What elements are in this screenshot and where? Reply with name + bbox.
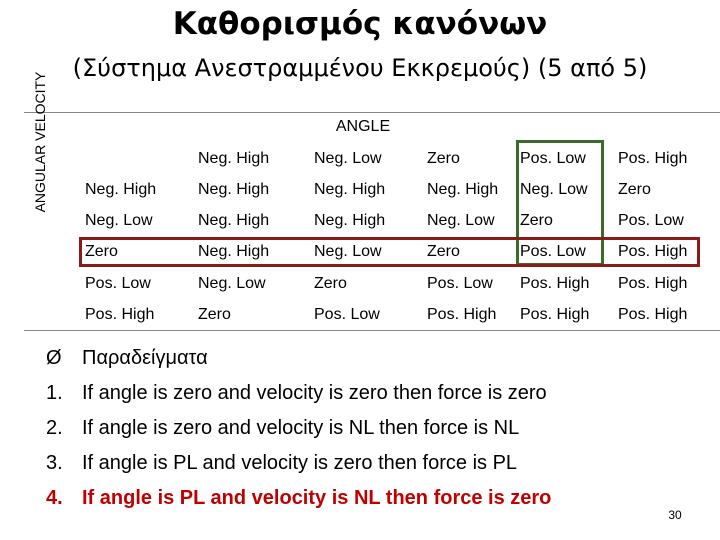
column-header: Neg. Low	[314, 150, 382, 167]
column-group-label: ANGLE	[335, 118, 391, 135]
table-cell: Neg. Low	[427, 212, 495, 229]
table-top-rule	[24, 112, 720, 113]
list-item-marker: 4.	[46, 487, 63, 509]
arrow-bullet-icon: Ø	[46, 347, 62, 369]
table-cell: Zero	[520, 212, 553, 229]
table-cell: Pos. High	[618, 306, 688, 323]
table-cell: Neg. High	[314, 181, 386, 198]
table-cell: Pos. High	[427, 306, 497, 323]
list-item-highlighted	[46, 482, 646, 517]
table-cell: Zero	[427, 243, 460, 260]
table-cell: Neg. High	[314, 212, 386, 229]
table-cell: Neg. Low	[198, 275, 266, 292]
page-title: Καθορισμός κανόνων	[172, 6, 548, 42]
page-number: 30	[668, 508, 682, 522]
list-item-marker: 2.	[46, 417, 63, 439]
examples-heading-text: Παραδείγματα	[82, 347, 208, 369]
row-group-label: ANGULAR VELOCITY	[32, 71, 48, 213]
list-item-marker: 1.	[46, 382, 63, 404]
table-cell: Pos. Low	[618, 212, 684, 229]
column-header: Pos. Low	[520, 150, 586, 167]
table-cell: Neg. High	[198, 243, 270, 260]
table-cell: Neg. High	[427, 181, 499, 198]
table-cell: Pos. Low	[314, 306, 380, 323]
page-subtitle: (Σύστημα Ανεστραμμένου Εκκρεμούς) (5 από 5)	[72, 54, 648, 82]
table-cell: Zero	[618, 181, 651, 198]
row-header: Zero	[85, 243, 118, 260]
table-cell: Zero	[314, 275, 347, 292]
row-header: Pos. Low	[85, 275, 151, 292]
row-header: Neg. Low	[85, 212, 153, 229]
list-item-text: If angle is PL and velocity is zero then force is PL	[82, 452, 518, 474]
table-cell: Neg. Low	[314, 243, 382, 260]
row-header: Neg. High	[85, 181, 157, 198]
list-item-marker: 3.	[46, 452, 63, 474]
table-cell: Zero	[198, 306, 231, 323]
column-header: Zero	[427, 150, 460, 167]
table-cell: Pos. High	[618, 243, 688, 260]
table-cell: Pos. High	[520, 306, 590, 323]
list-item-text: If angle is zero and velocity is zero then force is zero	[82, 382, 547, 404]
table-cell: Neg. High	[198, 181, 270, 198]
column-header: Pos. High	[618, 150, 688, 167]
list-item-text: If angle is zero and velocity is NL then force is NL	[82, 417, 520, 439]
list-item	[46, 447, 646, 482]
table-bottom-rule	[24, 330, 720, 331]
table-cell: Pos. Low	[427, 275, 493, 292]
table-cell: Pos. High	[618, 275, 688, 292]
table-cell: Pos. Low	[520, 243, 586, 260]
row-header: Pos. High	[85, 306, 155, 323]
table-cell: Neg. High	[198, 212, 270, 229]
table-cell: Pos. High	[520, 275, 590, 292]
examples-list	[46, 342, 646, 517]
column-header: Neg. High	[198, 150, 270, 167]
examples-heading	[46, 342, 646, 377]
table-cell: Neg. Low	[520, 181, 588, 198]
list-item	[46, 412, 646, 447]
list-item-text: If angle is PL and velocity is NL then force is zero	[82, 487, 552, 509]
zero-row-highlight	[79, 237, 700, 267]
list-item	[46, 377, 646, 412]
